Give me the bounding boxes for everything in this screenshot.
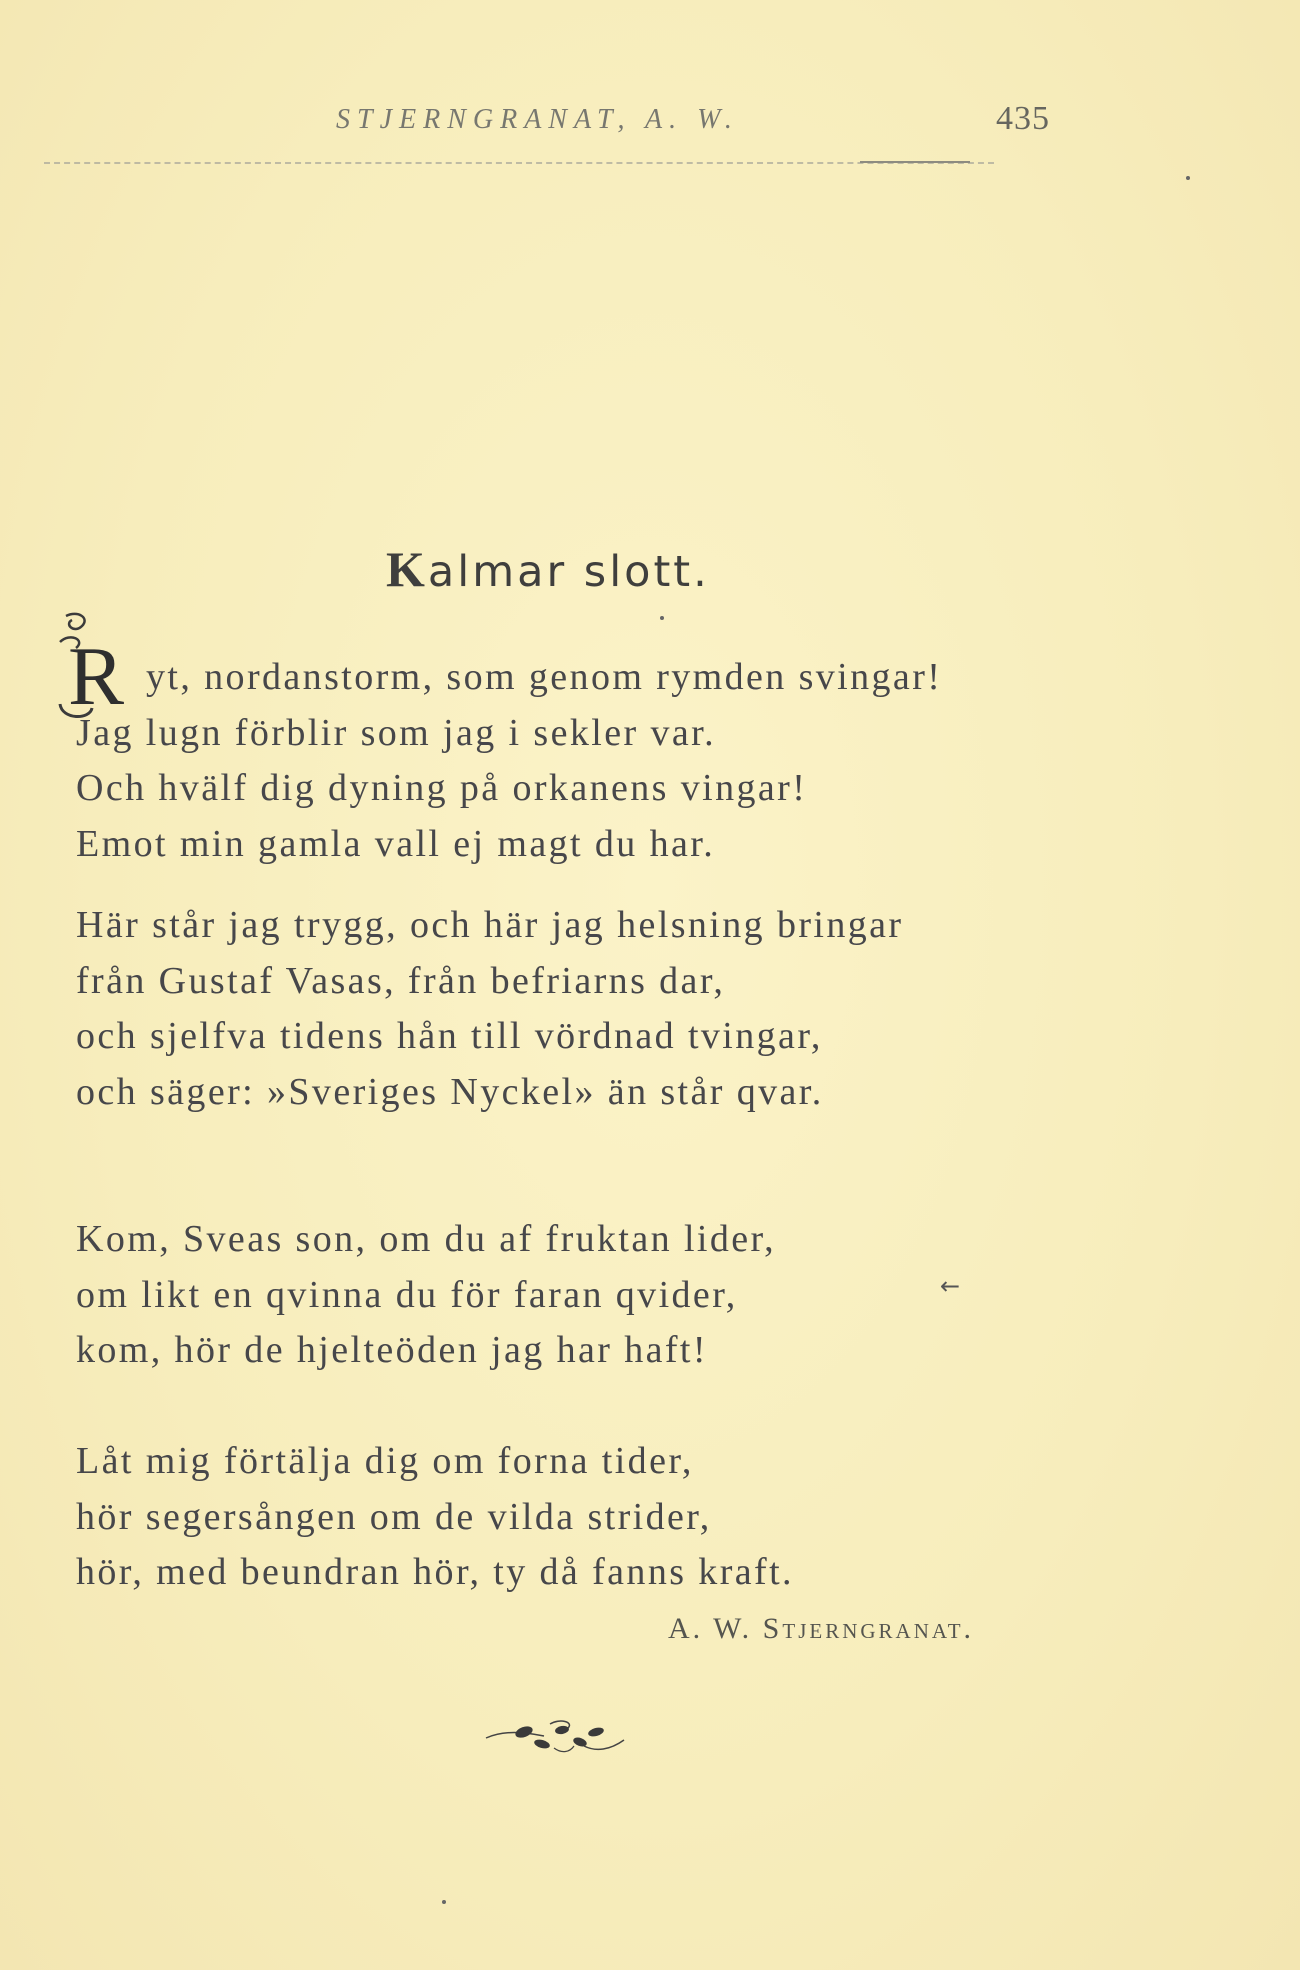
poem-line: och säger: »Sveriges Nyckel» än står qvar. — [76, 1070, 824, 1113]
poem-line: hör, med beundran hör, ty då fanns kraft. — [76, 1551, 794, 1593]
running-head: STJERNGRANAT, A. W. — [336, 104, 739, 135]
poem-line: och sjelfva tidens hån till vördnad tvingar, — [76, 1015, 823, 1057]
poem-line: Och hvälf dig dyning på orkanens vingar! — [76, 767, 808, 809]
poem-line: Jag lugn förblir som jag i sekler var. — [76, 711, 716, 754]
header-rule — [44, 162, 994, 164]
paper-speck — [660, 616, 664, 620]
poem-line: Emot min gamla vall ej magt du har. — [76, 822, 716, 865]
stanza-1 — [76, 650, 942, 872]
header-rule-accent — [860, 161, 970, 163]
poem-title — [386, 540, 710, 598]
poem-line: kom, hör de hjelteöden jag har haft! — [76, 1329, 708, 1371]
author-signature: A. W. Stjerngranat. — [668, 1612, 975, 1645]
poem-line: Här står jag trygg, och här jag helsning bringar — [76, 904, 904, 946]
stanza-3 — [76, 1212, 776, 1379]
paper-speck — [1186, 176, 1190, 180]
drop-initial-letter: R — [68, 630, 125, 722]
paper-speck — [442, 1900, 446, 1904]
floral-tailpiece-icon — [484, 1716, 634, 1756]
title-rest: almar slott. — [427, 547, 710, 597]
page-number: 435 — [996, 100, 1050, 137]
stanza-2 — [76, 898, 903, 1120]
margin-arrow-icon: ← — [940, 1272, 961, 1300]
poem-line: hör segersången om de vilda strider, — [76, 1495, 712, 1538]
stanza-4 — [76, 1434, 794, 1601]
poem-line: Låt mig förtälja dig om forna tider, — [76, 1440, 694, 1482]
poem-line: Kom, Sveas son, om du af fruktan lider, — [76, 1218, 776, 1260]
poem-line: från Gustaf Vasas, från befriarns dar, — [76, 959, 726, 1002]
poem-line: om likt en qvinna du för faran qvider, — [76, 1273, 738, 1316]
poem-line: yt, nordanstorm, som genom rymden svingar! — [146, 656, 943, 698]
title-initial: K — [386, 541, 428, 597]
